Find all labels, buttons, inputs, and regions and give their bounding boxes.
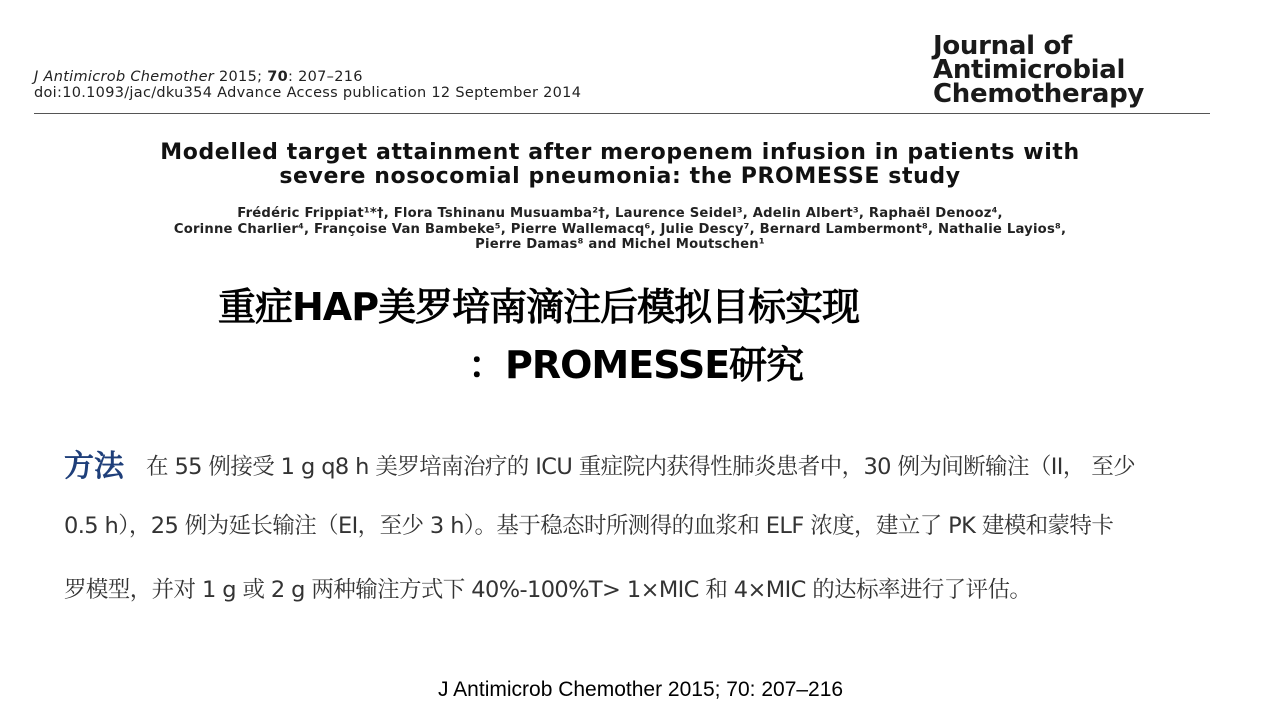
citation-year: 2015; (219, 69, 263, 85)
method-heading: 方法 (64, 449, 124, 484)
slide-title-line2: ：PROMESSE研究 (468, 343, 804, 387)
citation-pages: : 207–216 (288, 69, 363, 85)
authors-line1: Frédéric Frippiat¹*†, Flora Tshinanu Musuamba²†, Laurence Seidel³, Adelin Albert³, Raphaël Denooz⁴, (237, 206, 1003, 221)
slide-title-line1: 重症HAP美罗培南滴注后模拟目标实现 (218, 285, 860, 329)
doi-line: doi:10.1093/jac/dku354 Advance Access publication 12 September 2014 (34, 85, 582, 101)
method-text-line3: 罗模型，并对 1 g 或 2 g 两种输注方式下 40%-100%T> 1×MIC 和 4×MIC 的达标率进行了评估。 (64, 577, 1032, 603)
journal-logo-line2: Antimicrobial (933, 55, 1126, 85)
method-text-line1: 在 55 例接受 1 g q8 h 美罗培南治疗的 ICU 重症院内获得性肺炎患者中，30 例为间断输注（II， 至少 (146, 454, 1136, 480)
citation-line (34, 69, 581, 85)
footer-citation: J Antimicrob Chemother 2015; 70: 207–216 (438, 678, 844, 701)
paper-title (30, 141, 1210, 189)
authors-line3: Pierre Damas⁸ and Michel Moutschen¹ (475, 237, 765, 252)
authors-line2: Corinne Charlier⁴, Françoise Van Bambeke⁵, Pierre Wallemacq⁶, Julie Descy⁷, Bernard Lambermont⁸, Nathalie Layios⁸, (173, 221, 1067, 237)
method-text-line2: 0.5 h），25 例为延长输注（EI，至少 3 h）。基于稳态时所测得的血浆和 ELF 浓度，建立了 PK 建模和蒙特卡 (64, 513, 1114, 539)
paper-title-line1: Modelled target attainment after meropenem infusion in patients with (160, 140, 1080, 165)
journal-logo-line3: Chemotherapy (933, 79, 1145, 109)
journal-citation-block (34, 69, 581, 101)
citation-volume: 70 (267, 69, 288, 85)
journal-logo (933, 31, 1145, 109)
journal-abbrev: J Antimicrob Chemother (34, 69, 215, 85)
author-list (20, 206, 1220, 253)
paper-title-line2: severe nosocomial pneumonia: the PROMESSE study (279, 164, 961, 189)
journal-logo-line1: Journal of (933, 31, 1073, 61)
header-divider (34, 113, 1210, 114)
